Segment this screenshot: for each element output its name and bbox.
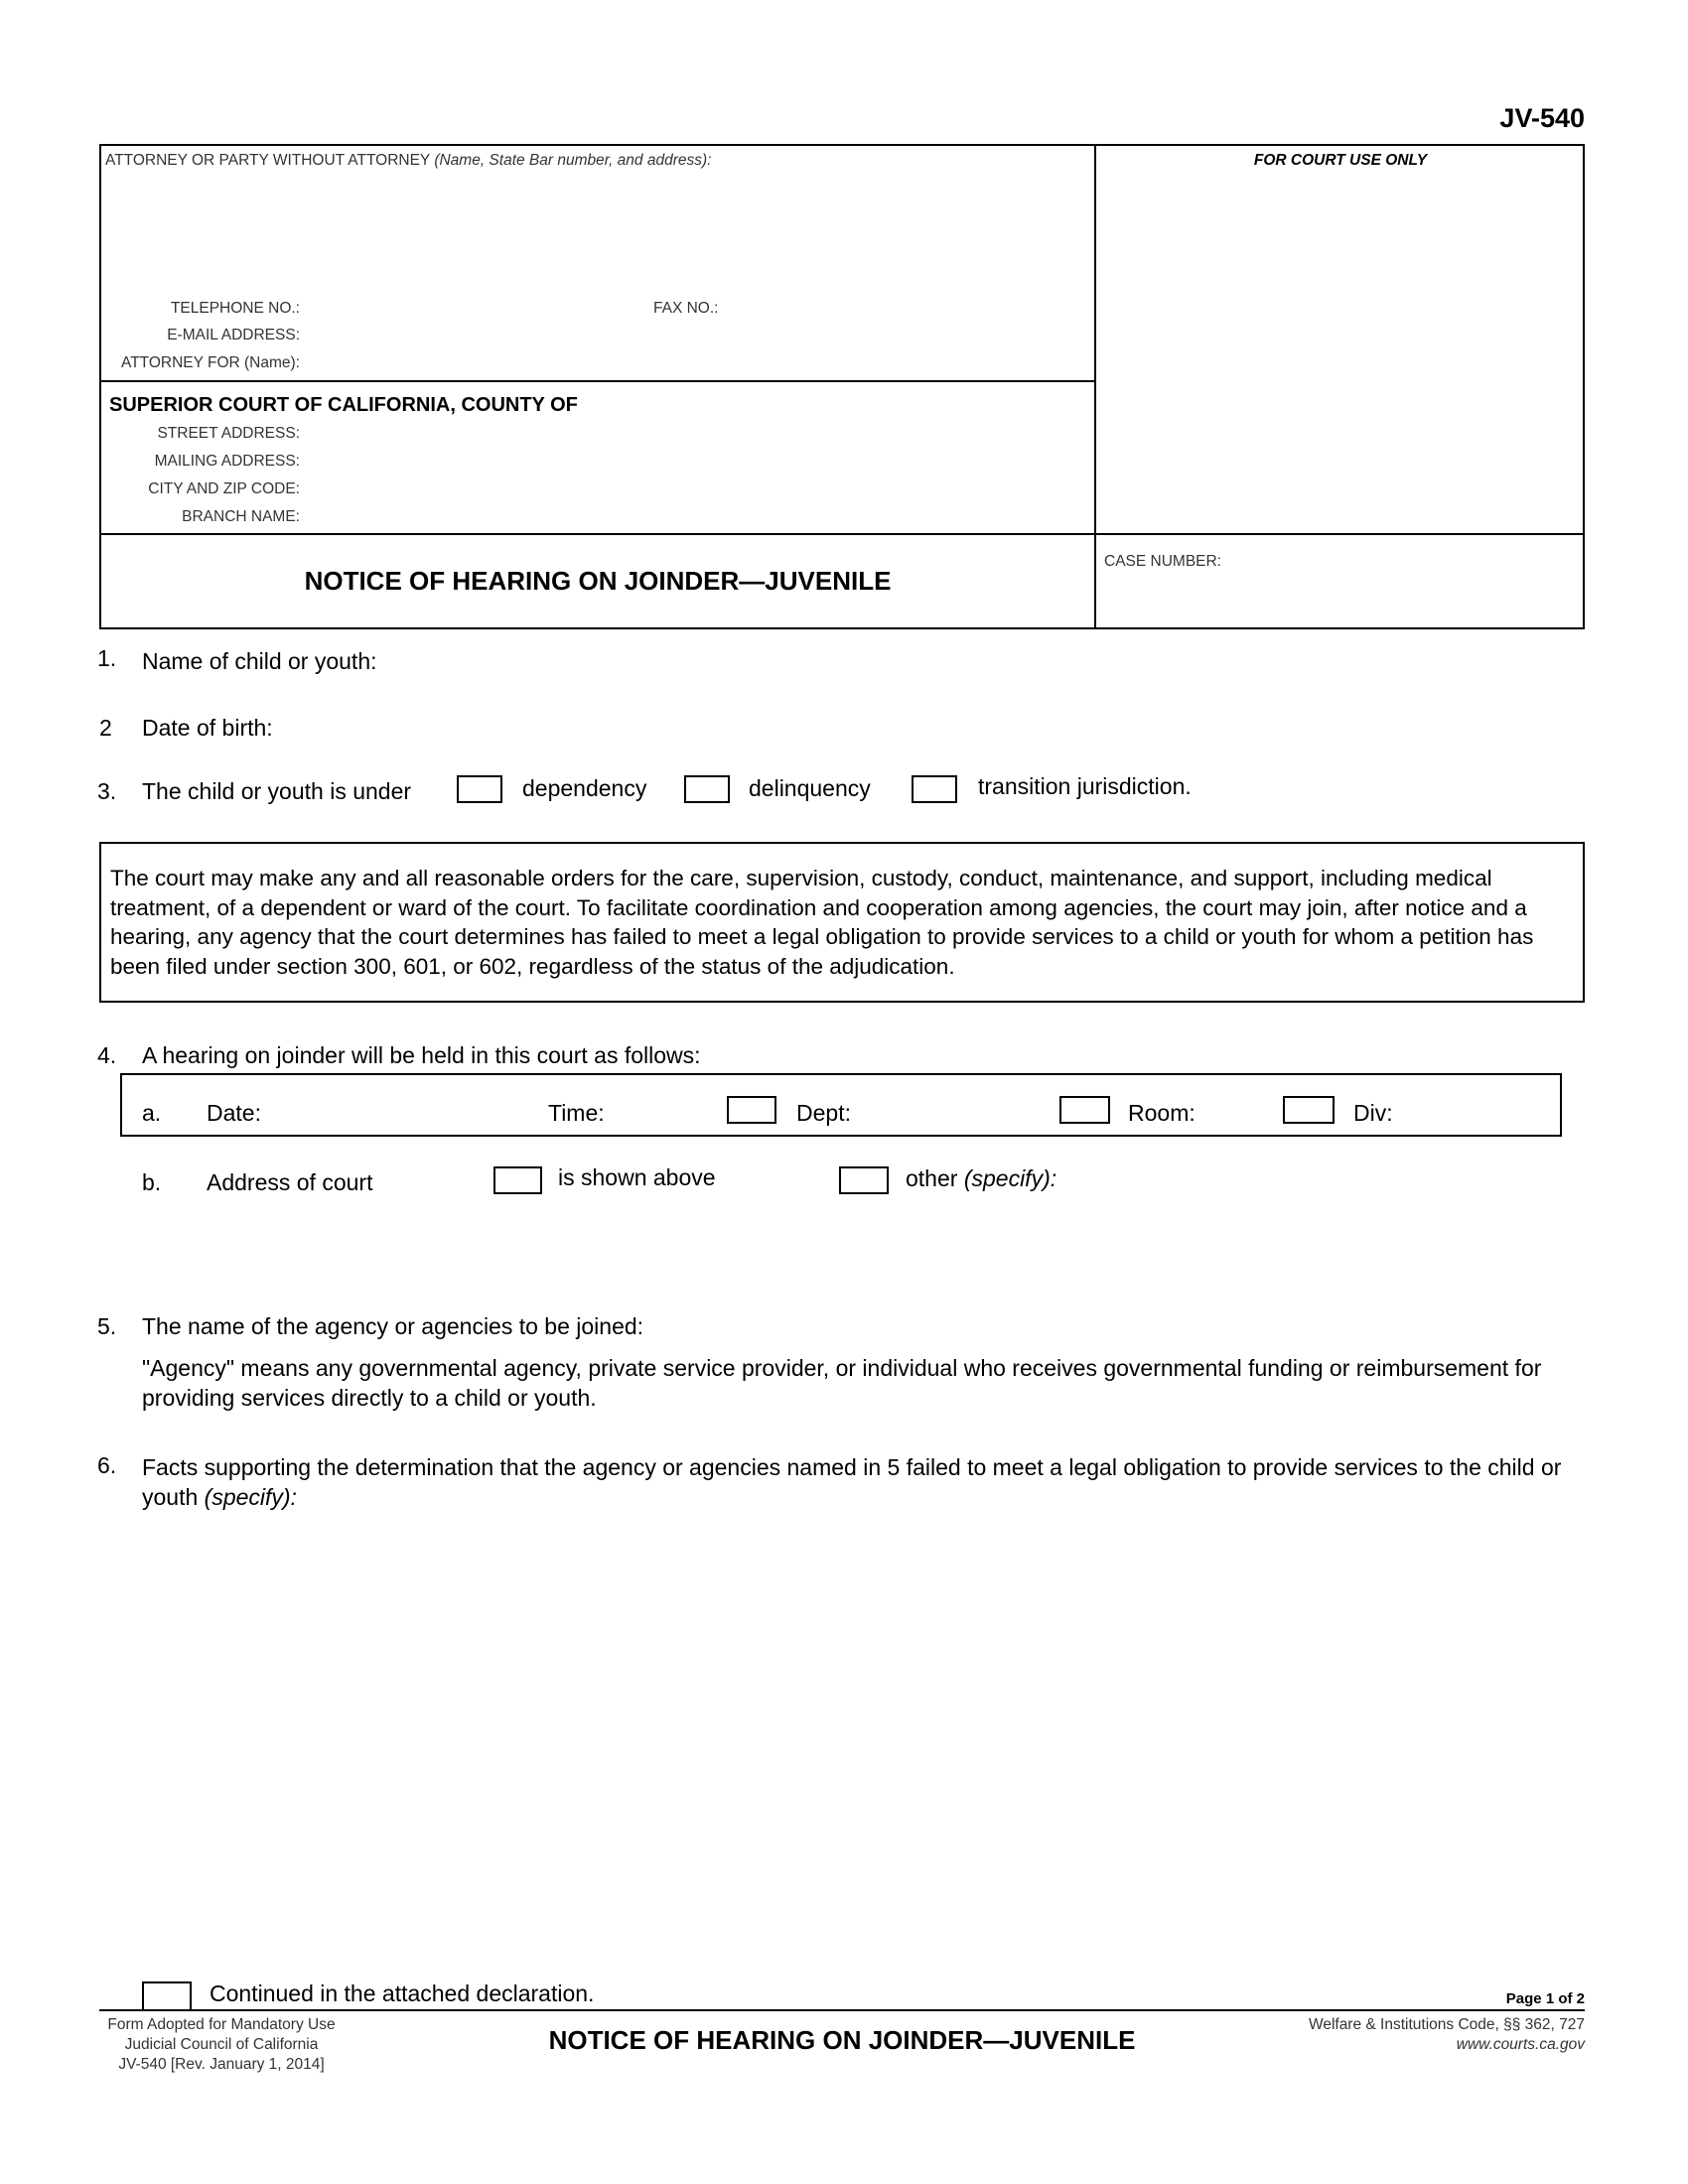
room-field-box[interactable] [1283, 1096, 1335, 1124]
facts-label: Facts supporting the determination that the agency or agencies named in 5 failed to meet a legal obligation to provide services to the child or youth (specify): [142, 1454, 1562, 1510]
court-use-label: FOR COURT USE ONLY [1253, 152, 1428, 169]
item-6-number: 6. [97, 1452, 117, 1478]
street-address-label: STREET ADDRESS: [157, 425, 300, 442]
jurisdiction-label: The child or youth is under [142, 778, 412, 804]
item-4b-letter: b. [142, 1169, 162, 1195]
form-title: NOTICE OF HEARING ON JOINDER—JUVENILE [304, 566, 892, 596]
delinquency-checkbox[interactable] [684, 775, 730, 803]
fax-label: FAX NO.: [653, 300, 719, 317]
time-field-box[interactable] [727, 1096, 776, 1124]
item-4a-letter: a. [142, 1100, 162, 1126]
court-address-label: Address of court [207, 1169, 373, 1195]
dependency-label: dependency [522, 775, 647, 801]
notice-box: The court may make any and all reasonable orders for the care, supervision, custody, conduct, maintenance, and support, including medical treatment, of a dependent or ward of the court. To facilitate coordination and cooperation among agencies, the court may join, after notice and a hearing, any agency that the court determines has failed to meet a legal obligation to provide services to a child or youth for whom a petition has been filed under section 300, 601, or 602, regardless of the status of the adjudication. [99, 842, 1585, 1003]
footer-references: Welfare & Institutions Code, §§ 362, 727 www.courts.ca.gov [1308, 2016, 1585, 2053]
branch-name-label: BRANCH NAME: [182, 508, 300, 525]
shown-above-checkbox[interactable] [493, 1166, 542, 1194]
continued-checkbox[interactable] [142, 1981, 192, 2011]
room-label: Room: [1128, 1100, 1196, 1126]
transition-jurisdiction-checkbox[interactable] [912, 775, 957, 803]
hearing-label: A hearing on joinder will be held in this court as follows: [142, 1042, 701, 1068]
date-of-birth-label: Date of birth: [142, 715, 273, 741]
attorney-label: ATTORNEY OR PARTY WITHOUT ATTORNEY (Name, State Bar number, and address): [105, 152, 712, 169]
other-address-checkbox[interactable] [839, 1166, 889, 1194]
agency-definition: "Agency" means any governmental agency, private service provider, or individual who receives governmental funding or reimbursement for providing services directly to a child or youth. [142, 1355, 1542, 1411]
page-number: Page 1 of 2 [1505, 1990, 1585, 2007]
facts-specify-note: (specify): [204, 1484, 297, 1510]
hearing-date-label: Date: [207, 1100, 261, 1126]
city-zip-label: CITY AND ZIP CODE: [148, 480, 300, 497]
dept-label: Dept: [796, 1100, 851, 1126]
courts-website-link[interactable]: www.courts.ca.gov [1456, 2036, 1585, 2053]
hearing-time-label: Time: [548, 1100, 605, 1126]
item-1-number: 1. [97, 645, 117, 671]
court-title: SUPERIOR COURT OF CALIFORNIA, COUNTY OF [109, 394, 578, 416]
specify-note: (specify): [963, 1165, 1057, 1191]
div-label: Div: [1353, 1100, 1393, 1126]
footer-adoption: Form Adopted for Mandatory Use Judicial Council of California JV-540 [Rev. January 1, 2014] [107, 2016, 336, 2073]
footer-divider [99, 2009, 1585, 2011]
continued-label: Continued in the attached declaration. [210, 1980, 595, 2006]
item-5-number: 5. [97, 1313, 117, 1339]
item-3-number: 3. [97, 778, 117, 804]
case-number-label: CASE NUMBER: [1104, 553, 1221, 570]
agencies-label: The name of the agency or agencies to be joined: [142, 1313, 644, 1339]
child-name-label: Name of child or youth: [142, 648, 377, 674]
shown-above-label: is shown above [558, 1164, 716, 1190]
form-id: JV-540 [1499, 103, 1585, 133]
item-2-number: 2 [99, 715, 112, 741]
delinquency-label: delinquency [749, 775, 871, 801]
item-4-number: 4. [97, 1042, 117, 1068]
other-address-label: other (specify): [906, 1165, 1057, 1191]
dept-field-box[interactable] [1059, 1096, 1110, 1124]
footer-title: NOTICE OF HEARING ON JOINDER—JUVENILE [548, 2025, 1136, 2055]
mailing-address-label: MAILING ADDRESS: [154, 453, 300, 470]
telephone-label: TELEPHONE NO.: [170, 300, 300, 317]
transition-jurisdiction-label: transition jurisdiction. [978, 773, 1192, 799]
email-label: E-MAIL ADDRESS: [167, 327, 300, 343]
dependency-checkbox[interactable] [457, 775, 502, 803]
caption-box [99, 144, 1585, 629]
attorney-for-label: ATTORNEY FOR (Name): [121, 354, 300, 371]
